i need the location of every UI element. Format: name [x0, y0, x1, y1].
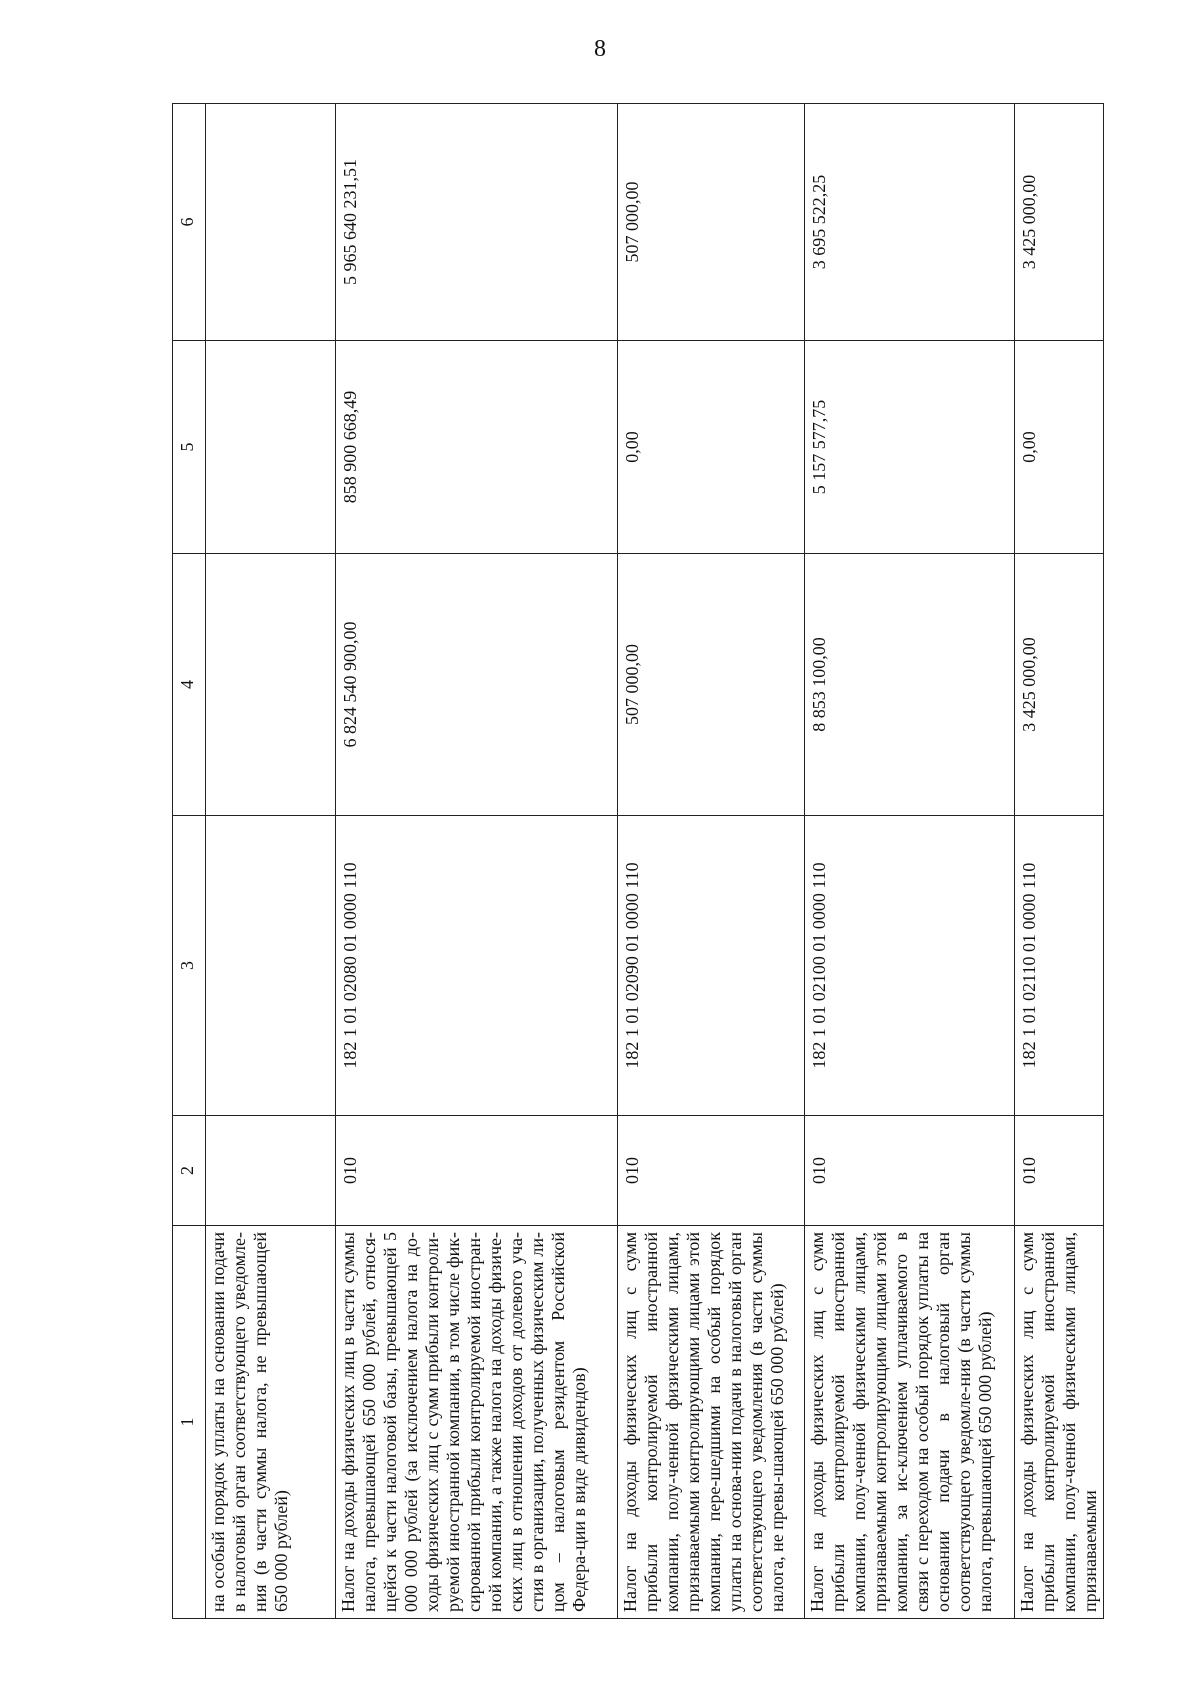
rotated-table-canvas [172, 104, 1100, 1619]
row-code-cell: 010 [1015, 1116, 1104, 1226]
row-plan-cell: 3 425 000,00 [1015, 554, 1104, 816]
header-cell: 6 [173, 104, 206, 341]
row-remaining-cell: 507 000,00 [618, 104, 805, 341]
row-executed-cell: 5 157 577,75 [805, 341, 1015, 554]
row-name-cell: Налог на доходы физических лиц с сумм прибыли контролируемой иностранной компании, полу-ченной физическими лицами, признаваемыми [1015, 1226, 1104, 1619]
row-code-cell [206, 1116, 336, 1226]
row-name-cell: Налог на доходы физических лиц в части суммы налога, превышающей 650 000 рублей, относя-щейся к части налоговой базы, превышающей 5 000 000 рублей (за исключением налога на до-ходы физических лиц с сумм прибыли контроли-руемой иностранной компании, в том числе фик-сированной прибыли контролируемой иностран-ной компании, а также налога на доходы физиче-ских лиц в отношении доходов от долевого уча-стия в организации, полученных физическим ли-цом – налоговым резидентом Российской Федера-ции в виде дивидендов) [336, 1226, 618, 1619]
row-kbk-cell [206, 816, 336, 1116]
row-name-cell: на особый порядок уплаты на основании подачи в налоговый орган соответствующего уведомле-ния (в части суммы налога, не превышающей 650 000 рублей) [206, 1226, 336, 1619]
header-cell: 4 [173, 554, 206, 816]
header-cell: 2 [173, 1116, 206, 1226]
revenue-table [172, 103, 1104, 1619]
row-plan-cell: 8 853 100,00 [805, 554, 1015, 816]
rotated-table-frame [172, 104, 1100, 1619]
table-row [618, 104, 805, 1619]
row-kbk-cell: 182 1 01 02090 01 0000 110 [618, 816, 805, 1116]
row-plan-cell: 507 000,00 [618, 554, 805, 816]
row-name-cell: Налог на доходы физических лиц с сумм прибыли контролируемой иностранной компании, полу-ченной физическими лицами, признаваемыми контролирующими лицами этой компании, пере-шедшими на особый порядок уплаты на основа-нии подачи в налоговый орган соответствующего уведомления (в части суммы налога, не превы-шающей 650 000 рублей) [618, 1226, 805, 1619]
row-name-cell: Налог на доходы физических лиц с сумм прибыли контролируемой иностранной компании, полу-ченной физическими лицами, признаваемыми контролирующими лицами этой компании, за ис-ключением уплачиваемого в связи с переходом на особый порядок уплаты на основании подачи в налоговый орган соответствующего уведомле-ния (в части суммы налога, превышающей 650 000 рублей) [805, 1226, 1015, 1619]
header-cell: 1 [173, 1226, 206, 1619]
row-remaining-cell [206, 104, 336, 341]
row-remaining-cell: 3 425 000,00 [1015, 104, 1104, 341]
row-code-cell: 010 [618, 1116, 805, 1226]
table-row [1015, 104, 1104, 1619]
header-cell: 5 [173, 341, 206, 554]
row-executed-cell: 0,00 [1015, 341, 1104, 554]
table-row [206, 104, 336, 1619]
row-kbk-cell: 182 1 01 02080 01 0000 110 [336, 816, 618, 1116]
row-remaining-cell: 3 695 522,25 [805, 104, 1015, 341]
row-code-cell: 010 [805, 1116, 1015, 1226]
row-kbk-cell: 182 1 01 02110 01 0000 110 [1015, 816, 1104, 1116]
row-code-cell: 010 [336, 1116, 618, 1226]
row-kbk-cell: 182 1 01 02100 01 0000 110 [805, 816, 1015, 1116]
row-remaining-cell: 5 965 640 231,51 [336, 104, 618, 341]
row-executed-cell [206, 341, 336, 554]
row-executed-cell: 0,00 [618, 341, 805, 554]
row-plan-cell [206, 554, 336, 816]
page-number: 8 [594, 36, 606, 62]
row-plan-cell: 6 824 540 900,00 [336, 554, 618, 816]
row-executed-cell: 858 900 668,49 [336, 341, 618, 554]
header-cell: 3 [173, 816, 206, 1116]
table-row [336, 104, 618, 1619]
table-row [805, 104, 1015, 1619]
table-header-row [173, 104, 206, 1619]
